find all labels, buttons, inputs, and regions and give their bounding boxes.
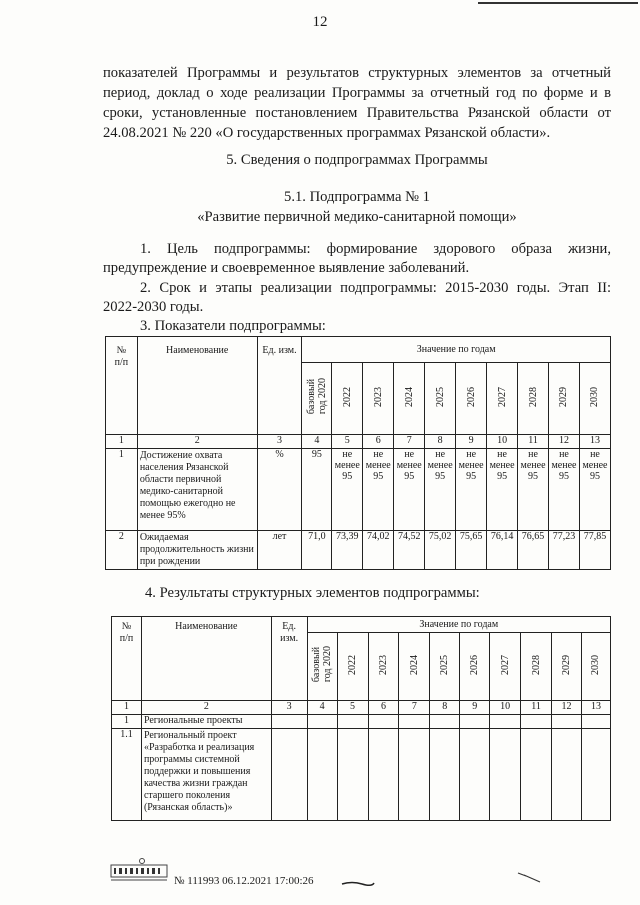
t2-empty-cell	[581, 729, 610, 821]
t1-colnum: 9	[456, 435, 487, 449]
t2-year-cell	[307, 633, 337, 701]
t1-colnum: 4	[302, 435, 332, 449]
t1-colnum: 5	[332, 435, 363, 449]
t2-year-2030: 2030	[590, 654, 602, 675]
indicators-table	[105, 336, 611, 570]
barcode-stamp-icon	[110, 857, 170, 883]
t2-header-values: Значение по годам	[307, 617, 610, 633]
t1-year-2027: 2027	[496, 386, 508, 407]
t2-year-cell	[368, 633, 399, 701]
t1-row2-num: 2	[106, 531, 138, 570]
t2-empty-cell	[521, 715, 552, 729]
t1-colnum: 11	[518, 435, 549, 449]
t2-empty-cell	[271, 715, 307, 729]
t2-empty-cell	[399, 729, 430, 821]
t1-row2-value: 74,02	[363, 531, 394, 570]
t2-year-cell	[581, 633, 610, 701]
t1-year-cell	[425, 363, 456, 435]
goal-line-1: 1. Цель подпрограммы: формирование здорового образа жизни,	[140, 241, 611, 257]
t1-year-2029: 2029	[558, 386, 570, 407]
footer-stamp: № 111993 06.12.2021 17:00:26	[174, 875, 314, 887]
t1-header-values: Значение по годам	[302, 337, 611, 363]
t1-row1-unit: %	[257, 449, 302, 531]
t2-empty-cell	[430, 715, 460, 729]
t2-empty-cell	[399, 715, 430, 729]
terms-line-2: 2022-2030 годы.	[103, 299, 204, 315]
t2-colnum: 5	[337, 701, 368, 715]
t2-year-2026: 2026	[469, 654, 481, 675]
t1-colnum: 10	[487, 435, 518, 449]
t2-year-2028: 2028	[530, 654, 542, 675]
t2-empty-cell	[521, 729, 552, 821]
t2-header-name: Наименование	[141, 617, 271, 701]
t1-row2-value: 74,52	[394, 531, 425, 570]
t1-year-cell	[549, 363, 580, 435]
t1-colnum: 13	[579, 435, 610, 449]
terms-line-1: 2. Срок и этапы реализации подпрограммы: 2015-2030 годы. Этап II:	[140, 280, 611, 296]
subsection-name: «Развитие первичной медико-санитарной помощи»	[197, 209, 517, 225]
table-row	[112, 715, 611, 729]
t1-year-cell	[487, 363, 518, 435]
results-table	[111, 616, 611, 821]
t1-year-2024: 2024	[403, 386, 415, 407]
t2-empty-cell	[460, 715, 490, 729]
t1-colnum: 7	[394, 435, 425, 449]
t1-year-cell	[302, 363, 332, 435]
t1-colnum: 2	[137, 435, 257, 449]
t1-row2-value: 75,02	[425, 531, 456, 570]
t1-header-num: № п/п	[106, 337, 138, 435]
t1-colnum: 6	[363, 435, 394, 449]
t1-header-unit: Ед. изм.	[257, 337, 302, 435]
t1-row2-name: Ожидаемая продолжительность жизни при рождении	[137, 531, 257, 570]
t2-empty-cell	[337, 715, 368, 729]
t2-colnum: 10	[490, 701, 521, 715]
t2-year-base: базовый год 2020	[311, 646, 334, 683]
t2-year-cell	[337, 633, 368, 701]
t1-row2-value: 76,65	[518, 531, 549, 570]
t2-year-cell	[399, 633, 430, 701]
t1-header-name: Наименование	[137, 337, 257, 435]
t1-row1-value: не менее 95	[394, 449, 425, 531]
t2-year-2027: 2027	[499, 654, 511, 675]
t2-year-cell	[430, 633, 460, 701]
t1-row1-value: 95	[302, 449, 332, 531]
t2-row1-name: Региональные проекты	[141, 715, 271, 729]
t2-row2-num: 1.1	[112, 729, 142, 821]
t2-empty-cell	[552, 715, 582, 729]
t1-row1-value: не менее 95	[579, 449, 610, 531]
t2-colnum: 4	[307, 701, 337, 715]
t2-colnum: 8	[430, 701, 460, 715]
t2-colnum: 12	[552, 701, 582, 715]
t1-year-cell	[518, 363, 549, 435]
t1-row1-name: Достижение охвата населения Рязанской области первичной медико-санитарной помощью ежегодно не менее 95%	[137, 449, 257, 531]
t1-year-2030: 2030	[589, 386, 601, 407]
t2-empty-cell	[368, 729, 399, 821]
t1-row2-value: 77,85	[579, 531, 610, 570]
page-number: 12	[312, 14, 328, 30]
t2-year-2022: 2022	[347, 654, 359, 675]
t2-empty-cell	[307, 715, 337, 729]
t2-colnum: 1	[112, 701, 142, 715]
table-row	[106, 449, 611, 531]
t2-colnum: 9	[460, 701, 490, 715]
t1-year-cell	[579, 363, 610, 435]
t1-year-2022: 2022	[341, 386, 353, 407]
t2-colnum: 7	[399, 701, 430, 715]
t1-colnum: 12	[549, 435, 580, 449]
table-row	[112, 729, 611, 821]
t1-row1-value: не менее 95	[549, 449, 580, 531]
t2-empty-cell	[581, 715, 610, 729]
t1-colnum: 8	[425, 435, 456, 449]
t2-empty-cell	[490, 715, 521, 729]
section-title: 5. Сведения о подпрограммах Программы	[226, 152, 488, 168]
t1-row1-value: не менее 95	[332, 449, 363, 531]
intro-line-3: сроки, установленные постановлением Правительства Рязанской области от	[103, 105, 611, 121]
t1-row2-value: 73,39	[332, 531, 363, 570]
t1-row1-num: 1	[106, 449, 138, 531]
t2-empty-cell	[552, 729, 582, 821]
t1-colnum: 3	[257, 435, 302, 449]
t1-year-2023: 2023	[372, 386, 384, 407]
t1-row1-value: не менее 95	[487, 449, 518, 531]
t2-colnum: 3	[271, 701, 307, 715]
t2-year-cell	[552, 633, 582, 701]
t2-empty-cell	[460, 729, 490, 821]
t2-colnum: 6	[368, 701, 399, 715]
t1-row1-value: не менее 95	[456, 449, 487, 531]
t1-year-base: базовый год 2020	[305, 378, 328, 415]
t1-colnum: 1	[106, 435, 138, 449]
t1-year-cell	[363, 363, 394, 435]
t2-year-cell	[490, 633, 521, 701]
t2-year-2024: 2024	[408, 654, 420, 675]
t1-year-cell	[456, 363, 487, 435]
t2-empty-cell	[368, 715, 399, 729]
t1-row1-value: не менее 95	[363, 449, 394, 531]
t2-row1-num: 1	[112, 715, 142, 729]
t2-empty-cell	[490, 729, 521, 821]
t2-empty-cell	[271, 729, 307, 821]
t2-colnum: 13	[581, 701, 610, 715]
t1-year-cell	[394, 363, 425, 435]
goal-line-2: предупреждение и своевременное выявление заболеваний.	[103, 260, 470, 276]
intro-line-4: 24.08.2021 № 220 «О государственных программах Рязанской области».	[103, 125, 551, 141]
t2-year-cell	[460, 633, 490, 701]
t2-colnum: 11	[521, 701, 552, 715]
t1-year-cell	[332, 363, 363, 435]
t2-year-2023: 2023	[377, 654, 389, 675]
pen-mark-icon	[340, 878, 376, 888]
t1-row2-unit: лет	[257, 531, 302, 570]
subsection-title: 5.1. Подпрограмма № 1	[284, 189, 430, 205]
table-row	[106, 531, 611, 570]
t1-year-2025: 2025	[434, 386, 446, 407]
t1-row1-value: не менее 95	[425, 449, 456, 531]
t2-row2-name: Региональный проект «Разработка и реализация программы системной поддержки и повышения качества жизни граждан старшего поколения (Рязанская область)»	[141, 729, 271, 821]
intro-line-2: период, доклад о ходе реализации Программы за отчетный год по форме и в	[103, 85, 611, 101]
t1-year-2026: 2026	[465, 386, 477, 407]
t2-empty-cell	[337, 729, 368, 821]
t1-row2-value: 76,14	[487, 531, 518, 570]
t2-header-unit: Ед. изм.	[271, 617, 307, 701]
t2-empty-cell	[307, 729, 337, 821]
pen-mark-icon	[516, 870, 542, 884]
indicators-title: 3. Показатели подпрограммы:	[140, 318, 326, 334]
t1-row1-value: не менее 95	[518, 449, 549, 531]
intro-line-1: показателей Программы и результатов структурных элементов за отчетный	[103, 65, 611, 81]
t2-year-2029: 2029	[560, 654, 572, 675]
t2-year-cell	[521, 633, 552, 701]
results-title: 4. Результаты структурных элементов подпрограммы:	[145, 585, 480, 601]
t1-row2-value: 75,65	[456, 531, 487, 570]
t1-year-2028: 2028	[527, 386, 539, 407]
t1-row2-value: 77,23	[549, 531, 580, 570]
t2-empty-cell	[430, 729, 460, 821]
scan-artifact-line	[478, 2, 638, 4]
t2-year-2025: 2025	[439, 654, 451, 675]
t2-header-num: № п/п	[112, 617, 142, 701]
t2-colnum: 2	[141, 701, 271, 715]
t1-row2-value: 71,0	[302, 531, 332, 570]
